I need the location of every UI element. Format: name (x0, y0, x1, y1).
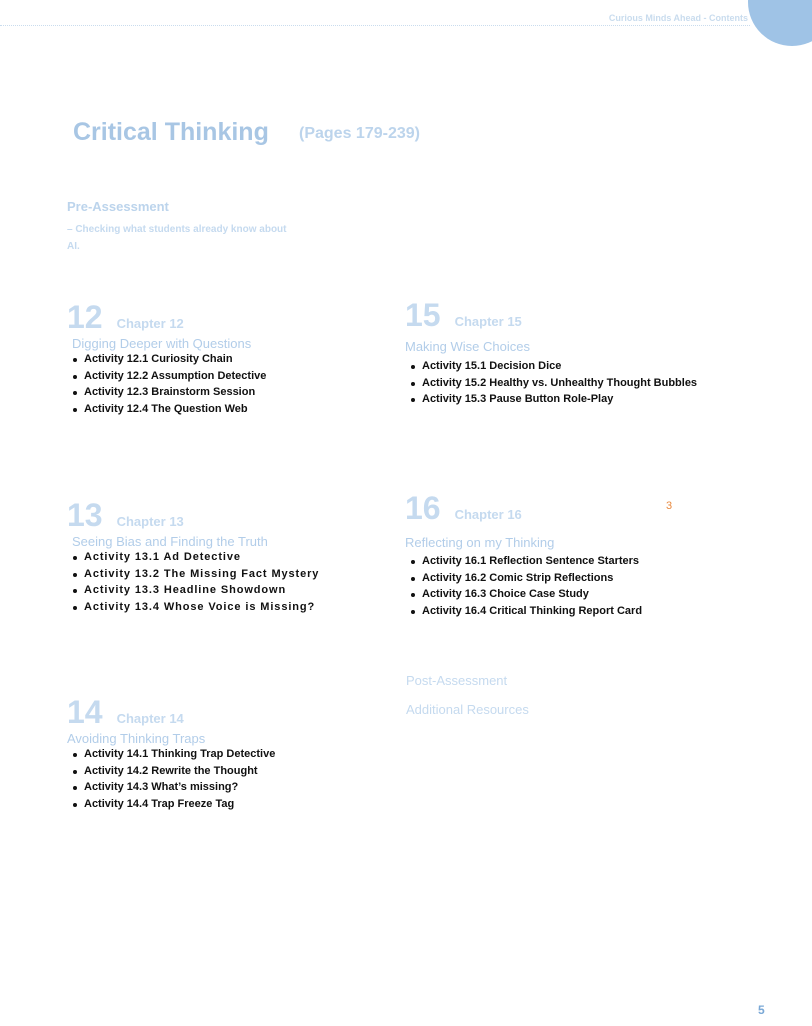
chapter-subtitle: Reflecting on my Thinking (405, 535, 555, 550)
additional-resources-title: Additional Resources (406, 702, 529, 717)
activity-item: Activity 15.3 Pause Button Role-Play (405, 391, 697, 408)
chapter-16 (405, 489, 642, 620)
chapter-number: 15 (405, 297, 441, 333)
chapter-14 (67, 693, 275, 813)
chapter-label: Chapter 15 (454, 314, 522, 329)
chapter-number: 16 (405, 490, 441, 526)
activity-item: Activity 16.4 Critical Thinking Report Card (405, 603, 642, 620)
page-number: 5 (758, 1003, 765, 1017)
activity-item: Activity 13.2 The Missing Fact Mystery (67, 566, 319, 583)
activity-item: Activity 13.3 Headline Showdown (67, 582, 319, 599)
activity-item: Activity 15.2 Healthy vs. Unhealthy Thought Bubbles (405, 375, 697, 392)
header-divider (0, 25, 750, 26)
pre-assessment-title: Pre-Assessment (67, 199, 169, 214)
chapter-13 (67, 496, 319, 616)
pages-range: (Pages 179-239) (299, 125, 420, 142)
activity-list (67, 351, 266, 418)
running-header: Curious Minds Ahead - Contents (608, 13, 748, 23)
pre-assessment-description: – Checking what students already know about AI. (67, 224, 287, 252)
activity-item: Activity 16.3 Choice Case Study (405, 586, 642, 603)
activity-item: Activity 14.3 What’s missing? (67, 779, 275, 796)
chapter-label: Chapter 16 (454, 507, 522, 522)
activity-list (67, 746, 275, 813)
activity-item: Activity 14.4 Trap Freeze Tag (67, 796, 275, 813)
chapter-15 (405, 296, 697, 408)
section-title: Critical Thinking (73, 118, 269, 146)
chapter-label: Chapter 12 (116, 316, 184, 331)
activity-item: Activity 16.2 Comic Strip Reflections (405, 570, 642, 587)
stray-page-mark: 3 (666, 500, 673, 512)
chapter-number: 14 (67, 694, 103, 730)
activity-list (405, 358, 697, 408)
chapter-subtitle: Avoiding Thinking Traps (67, 731, 206, 746)
activity-item: Activity 13.1 Ad Detective (67, 549, 319, 566)
activity-item: Activity 14.1 Thinking Trap Detective (67, 746, 275, 763)
activity-item: Activity 12.4 The Question Web (67, 401, 266, 418)
activity-item: Activity 16.1 Reflection Sentence Starters (405, 553, 642, 570)
activity-item: Activity 12.1 Curiosity Chain (67, 351, 266, 368)
activity-item: Activity 14.2 Rewrite the Thought (67, 763, 275, 780)
activity-item: Activity 12.2 Assumption Detective (67, 368, 266, 385)
activity-list (405, 553, 642, 620)
activity-item: Activity 12.3 Brainstorm Session (67, 384, 266, 401)
chapter-subtitle: Making Wise Choices (405, 339, 530, 354)
chapter-number: 12 (67, 299, 103, 335)
activity-item: Activity 13.4 Whose Voice is Missing? (67, 599, 319, 616)
chapter-subtitle: Digging Deeper with Questions (72, 336, 252, 351)
post-assessment-title: Post-Assessment (406, 673, 508, 688)
chapter-12 (67, 298, 266, 418)
activity-item: Activity 15.1 Decision Dice (405, 358, 697, 375)
chapter-number: 13 (67, 497, 103, 533)
chapter-subtitle: Seeing Bias and Finding the Truth (72, 534, 268, 549)
activity-list (67, 549, 319, 616)
chapter-label: Chapter 13 (116, 514, 184, 529)
chapter-label: Chapter 14 (116, 711, 184, 726)
corner-decoration (748, 0, 812, 46)
